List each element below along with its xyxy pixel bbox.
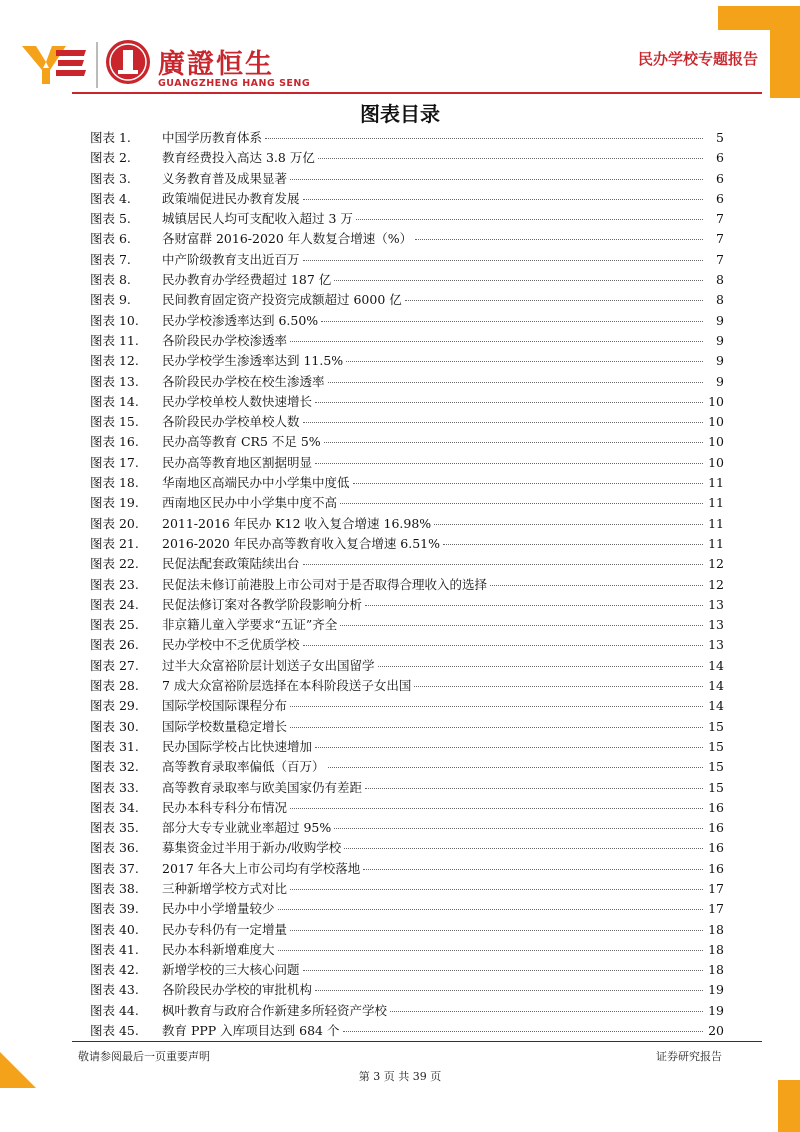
toc-page: 15 [708,779,724,795]
toc-label: 图表 44. [90,1002,139,1018]
toc-page: 10 [708,434,724,450]
toc-label: 图表 21. [90,535,139,551]
logo-separator [96,42,98,88]
toc-label: 图表 41. [90,941,139,957]
toc-label: 图表 42. [90,962,139,978]
toc-text: 民办专科仍有一定增量 [162,921,288,937]
toc-entry[interactable] [90,270,724,290]
toc-text: 城镇居民人均可支配收入超过 3 万 [162,211,353,227]
toc-page: 17 [708,880,724,896]
toc-entry[interactable] [90,554,724,574]
toc-label: 图表 28. [90,678,139,694]
toc-label: 图表 1. [90,130,131,145]
toc-entry[interactable] [90,940,724,960]
toc-label: 图表 25. [90,617,139,633]
toc-page: 17 [708,901,724,917]
toc-leader [318,158,703,159]
toc-label: 图表 30. [90,718,139,734]
toc-text: 2011-2016 年民办 K12 收入复合增速 16.98% [162,515,432,531]
toc-text: 民促法修订案对各教学阶段影响分析 [162,596,363,612]
toc-leader [290,930,703,931]
toc-text: 民办教育办学经费超过 187 亿 [162,272,332,288]
toc-text: 民促法未修订前港股上市公司对于是否取得合理收入的选择 [162,576,488,592]
toc-leader [353,483,703,484]
toc-text: 民办中小学增量较少 [162,901,275,917]
toc-page: 9 [716,312,724,328]
toc-label: 图表 36. [90,840,139,856]
toc-page: 16 [708,860,724,876]
toc-text: 民办国际学校占比快速增加 [162,738,313,754]
toc-text: 国际学校数量稳定增长 [162,718,288,734]
toc-text: 民办学校单校人数快速增长 [162,393,313,409]
toc-page: 16 [708,820,724,836]
toc-text: 新增学校的三大核心问题 [162,962,300,978]
toc-text: 民办学校渗透率达到 6.50% [162,312,319,328]
toc-text: 各阶段民办学校渗透率 [162,332,288,348]
toc-label: 图表 35. [90,820,139,836]
toc-page: 18 [708,941,724,957]
header-divider [72,92,762,94]
toc-leader [414,686,703,687]
toc-entry[interactable] [90,169,724,189]
toc-entry[interactable] [90,534,724,554]
toc-leader [290,179,703,180]
toc-entry[interactable] [90,1001,724,1021]
toc-page: 11 [708,535,724,551]
toc-text: 政策端促进民办教育发展 [162,190,300,206]
toc-page: 8 [716,292,724,308]
guangzheng-seal-icon [106,40,150,84]
toc-leader [340,625,703,626]
toc-entry[interactable] [90,656,724,676]
toc-page: 10 [708,454,724,470]
toc-page: 18 [708,921,724,937]
toc-leader [340,503,703,504]
toc-text: 教育经费投入高达 3.8 万亿 [162,150,315,166]
toc-leader [315,402,703,403]
toc-text: 民办本科专科分布情况 [162,799,288,815]
toc-leader [415,239,703,240]
toc-page: 11 [708,475,724,491]
toc-label: 图表 9. [90,292,131,308]
toc-label: 图表 6. [90,231,131,247]
toc-leader [443,544,703,545]
toc-label: 图表 33. [90,779,139,795]
toc-page: 15 [708,759,724,775]
toc-entry[interactable] [90,189,724,209]
toc-label: 图表 11. [90,332,139,348]
toc-text: 教育 PPP 入库项目达到 684 个 [162,1023,340,1039]
toc-page: 13 [708,637,724,653]
toc-leader [328,382,703,383]
toc-text: 过半大众富裕阶层计划送子女出国留学 [162,657,375,673]
toc-label: 图表 4. [90,190,131,206]
toc-text: 三种新增学校方式对比 [162,880,288,896]
toc-leader [321,321,703,322]
toc-label: 图表 12. [90,353,139,369]
toc-leader [303,564,703,565]
toc-text: 各阶段民办学校的审批机构 [162,982,313,998]
toc-label: 图表 13. [90,373,139,389]
toc-entry[interactable] [90,960,724,980]
toc-text: 民办本科新增难度大 [162,941,275,957]
toc-entry[interactable] [90,778,724,798]
toc-text: 民间教育固定资产投资完成额超过 6000 亿 [162,292,402,308]
toc-leader [278,950,703,951]
toc-entry[interactable] [90,980,724,1000]
toc-label: 图表 45. [90,1023,139,1039]
toc-leader [303,199,703,200]
ye-logo-icon [22,42,88,84]
toc-leader [315,990,703,991]
toc-label: 图表 7. [90,251,131,267]
toc-text: 民办高等教育 CR5 不足 5% [162,434,321,450]
toc-entry[interactable] [90,128,724,148]
toc-page: 16 [708,840,724,856]
toc-leader [343,1031,704,1032]
toc-leader [363,869,703,870]
toc-page: 20 [708,1023,724,1039]
toc-page: 14 [708,657,724,673]
toc-entry[interactable] [90,757,724,777]
toc-leader [315,747,703,748]
toc-text: 各阶段民办学校单校人数 [162,414,300,430]
toc-text: 西南地区民办中小学集中度不高 [162,495,338,511]
toc-entry[interactable] [90,575,724,595]
toc-leader [344,848,703,849]
footer-divider [72,1041,762,1042]
page-number: 第 3 页 共 39 页 [358,1070,442,1083]
toc-label: 图表 26. [90,637,139,653]
toc-leader [405,300,703,301]
toc-label: 图表 2. [90,150,131,166]
toc-entry[interactable] [90,432,724,452]
toc-text: 义务教育普及成果显著 [162,170,288,186]
toc-leader [490,585,703,586]
toc-page: 11 [708,515,724,531]
toc-leader [378,666,703,667]
toc-leader [315,463,703,464]
toc-entry[interactable] [90,838,724,858]
toc-label: 图表 8. [90,272,131,288]
toc-leader [390,1011,703,1012]
toc-entry[interactable] [90,920,724,940]
toc-page: 5 [716,130,724,145]
toc-entry[interactable] [90,473,724,493]
toc-label: 图表 16. [90,434,139,450]
toc-page: 9 [716,353,724,369]
toc-entry[interactable] [90,676,724,696]
toc-page: 8 [716,272,724,288]
toc-entry[interactable] [90,229,724,249]
page-title: 图表目录 [360,102,440,126]
toc-leader [290,706,703,707]
toc-page: 10 [708,393,724,409]
toc-entry[interactable] [90,514,724,534]
toc-text: 中国学历教育体系 [162,130,263,145]
toc-entry[interactable] [90,615,724,635]
toc-label: 图表 40. [90,921,139,937]
toc-leader [434,524,703,525]
toc-entry[interactable] [90,899,724,919]
toc-leader [278,909,703,910]
toc-label: 图表 14. [90,393,139,409]
toc-entry[interactable] [90,250,724,270]
toc-leader [328,767,703,768]
corner-accent-left [0,1052,36,1088]
toc-label: 图表 31. [90,738,139,754]
toc-entry[interactable] [90,331,724,351]
toc-leader [303,645,703,646]
toc-label: 图表 3. [90,170,131,186]
toc-page: 12 [708,556,724,572]
toc-label: 图表 20. [90,515,139,531]
toc-text: 非京籍儿童入学要求“五证”齐全 [162,617,338,633]
toc-entry[interactable] [90,818,724,838]
toc-label: 图表 43. [90,982,139,998]
toc-entry[interactable] [90,453,724,473]
toc-leader [290,341,703,342]
toc-leader [290,808,703,809]
toc-label: 图表 19. [90,495,139,511]
toc-leader [303,260,703,261]
toc-text: 民办学校学生渗透率达到 11.5% [162,353,344,369]
disclaimer-note: 敬请参阅最后一页重要声明 [78,1050,210,1063]
toc-entry[interactable] [90,859,724,879]
toc-entry[interactable] [90,595,724,615]
toc-entry[interactable] [90,290,724,310]
toc-label: 图表 24. [90,596,139,612]
page-header [0,30,800,100]
toc-text: 中产阶级教育支出近百万 [162,251,300,267]
toc-text: 高等教育录取率与欧美国家仍有差距 [162,779,363,795]
toc-label: 图表 32. [90,759,139,775]
toc-label: 图表 10. [90,312,139,328]
toc-label: 图表 27. [90,657,139,673]
toc-leader [303,970,703,971]
toc-text: 部分大专专业就业率超过 95% [162,820,332,836]
toc-entry[interactable] [90,879,724,899]
toc-page: 18 [708,962,724,978]
toc-text: 国际学校国际课程分布 [162,698,288,714]
toc-label: 图表 17. [90,454,139,470]
toc-page: 15 [708,738,724,754]
toc-page: 13 [708,596,724,612]
toc-entry[interactable] [90,311,724,331]
toc-label: 图表 38. [90,880,139,896]
toc-entry[interactable] [90,392,724,412]
toc-text: 枫叶教育与政府合作新建多所轻资产学校 [162,1002,388,1018]
toc-entry[interactable] [90,1021,724,1041]
toc-entry[interactable] [90,798,724,818]
toc-page: 19 [708,982,724,998]
toc-leader [365,788,703,789]
toc-page: 14 [708,698,724,714]
toc-leader [334,280,703,281]
toc-label: 图表 15. [90,414,139,430]
toc-page: 10 [708,414,724,430]
toc-page: 16 [708,799,724,815]
toc-text: 各财富群 2016-2020 年人数复合增速（%） [162,231,413,247]
toc-page: 14 [708,678,724,694]
toc-leader [303,422,703,423]
toc-page: 13 [708,617,724,633]
toc-entry[interactable] [90,372,724,392]
toc-entry[interactable] [90,493,724,513]
toc-label: 图表 34. [90,799,139,815]
toc-label: 图表 5. [90,211,131,227]
toc-entry[interactable] [90,635,724,655]
toc-label: 图表 39. [90,901,139,917]
toc-entry[interactable] [90,351,724,371]
toc-leader [356,219,703,220]
toc-label: 图表 29. [90,698,139,714]
toc-page: 6 [716,150,724,166]
toc-text: 高等教育录取率偏低（百万） [162,759,325,775]
figure-index-list [90,128,724,1041]
toc-entry[interactable] [90,737,724,757]
toc-text: 7 成大众富裕阶层选择在本科阶段送子女出国 [162,678,412,694]
toc-text: 民促法配套政策陆续出台 [162,556,300,572]
brand-name-en: GUANGZHENG HANG SENG [158,78,311,89]
toc-page: 6 [716,170,724,186]
toc-label: 图表 18. [90,475,139,491]
toc-page: 9 [716,332,724,348]
report-type-label: 证券研究报告 [656,1050,722,1063]
toc-label: 图表 23. [90,576,139,592]
toc-text: 华南地区高端民办中小学集中度低 [162,475,350,491]
toc-page: 7 [716,211,724,227]
toc-text: 民办高等教育地区割据明显 [162,454,313,470]
toc-page: 11 [708,495,724,511]
toc-page: 19 [708,1002,724,1018]
toc-page: 15 [708,718,724,734]
toc-text: 2016-2020 年民办高等教育收入复合增速 6.51% [162,535,441,551]
toc-leader [324,442,703,443]
toc-page: 9 [716,373,724,389]
toc-page: 7 [716,251,724,267]
brand-name-cn: 廣證恒生 [158,49,274,80]
toc-text: 募集资金过半用于新办/收购学校 [162,840,342,856]
report-title: 民办学校专题报告 [637,50,758,68]
toc-page: 6 [716,190,724,206]
corner-accent-right [778,1080,800,1132]
toc-text: 2017 年各大上市公司均有学校落地 [162,860,361,876]
toc-page: 12 [708,576,724,592]
toc-entry[interactable] [90,717,724,737]
toc-leader [290,889,703,890]
toc-leader [265,138,703,139]
toc-leader [365,605,703,606]
toc-label: 图表 22. [90,556,139,572]
toc-leader [346,361,703,362]
toc-leader [334,828,703,829]
toc-entry[interactable] [90,148,724,168]
toc-entry[interactable] [90,209,724,229]
toc-text: 各阶段民办学校在校生渗透率 [162,373,325,389]
toc-leader [290,727,703,728]
toc-entry[interactable] [90,696,724,716]
toc-text: 民办学校中不乏优质学校 [162,637,300,653]
toc-entry[interactable] [90,412,724,432]
toc-label: 图表 37. [90,860,139,876]
toc-page: 7 [716,231,724,247]
